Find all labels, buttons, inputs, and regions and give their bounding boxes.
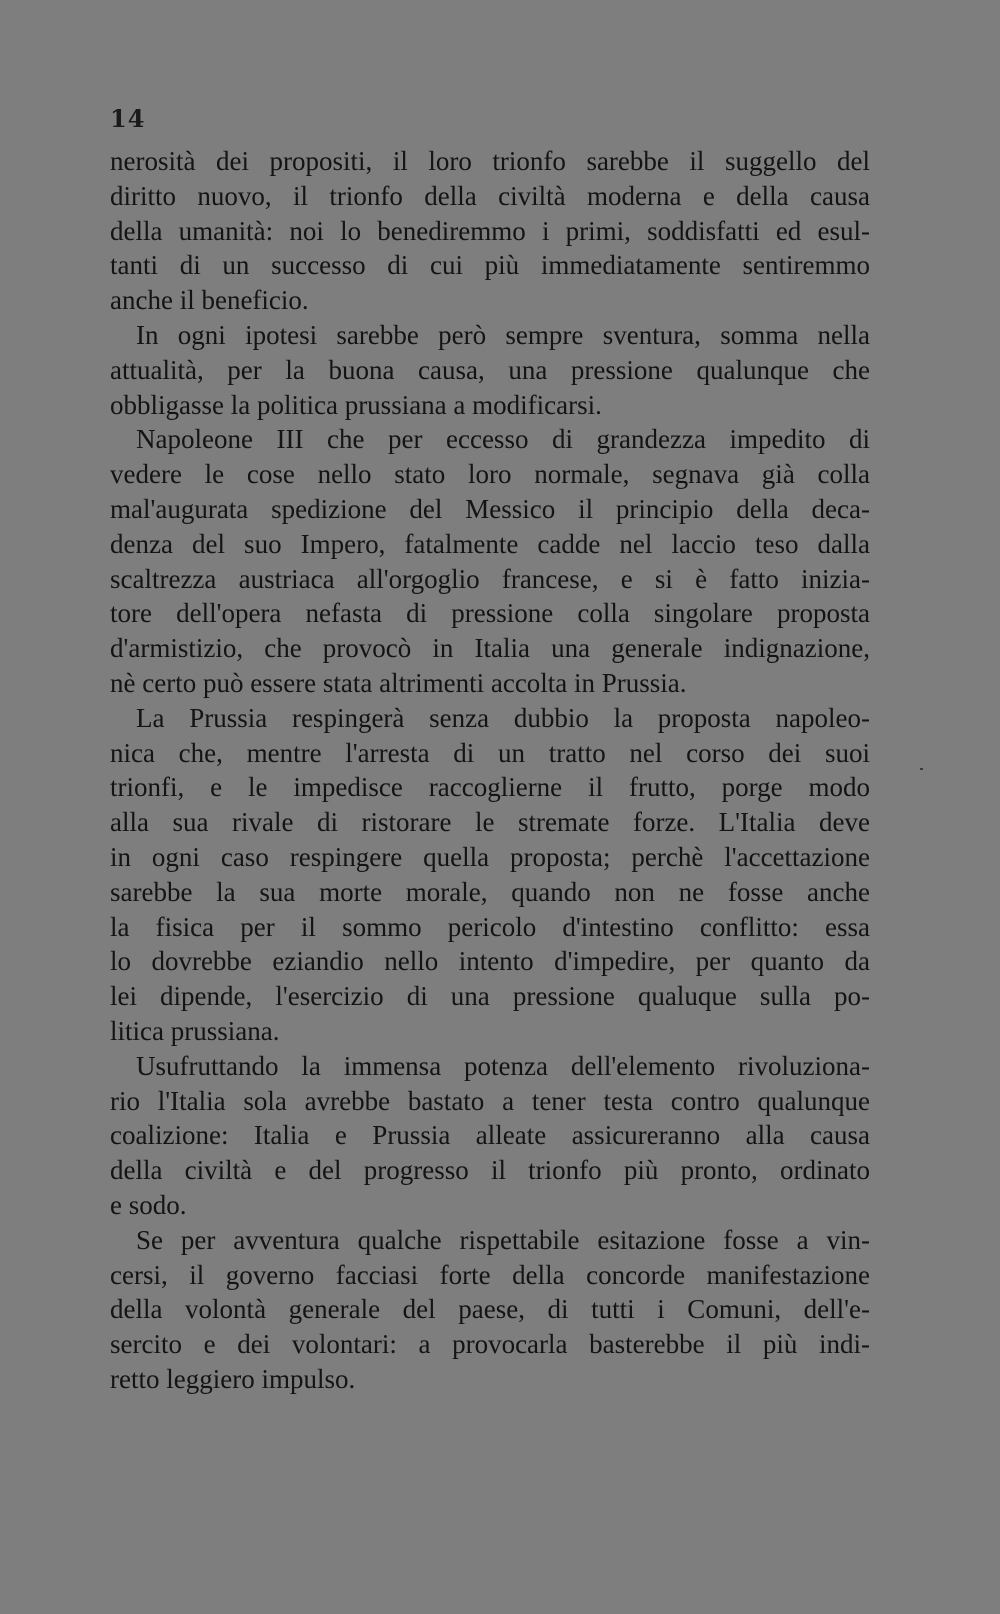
text-line: coalizione: Italia e Prussia alleate assicureranno alla causa — [110, 1120, 870, 1151]
text-line: nè certo può essere stata altrimenti accolta in Prussia. — [110, 667, 687, 698]
text-line: lo dovrebbe eziandio nello intento d'impedire, per quanto da — [110, 946, 870, 977]
text-line: tore dell'opera nefasta di pressione colla singolare proposta — [110, 598, 870, 629]
text-line: nica che, mentre l'arresta di un tratto nel corso dei suoi — [110, 737, 870, 768]
text-line: della civiltà e del progresso il trionfo più pronto, ordinato — [110, 1155, 870, 1186]
text-line: nerosità dei propositi, il loro trionfo sarebbe il suggello del — [110, 146, 870, 176]
text-line: vedere le cose nello stato loro normale, segnava già colla — [110, 459, 870, 490]
text-line: la fisica per il sommo pericolo d'intestino conflitto: essa — [110, 911, 870, 942]
text-line: della umanità: noi lo benediremmo i primi, soddisfatti ed esul- — [110, 215, 870, 246]
text-line: alla sua rivale di ristorare le stremate forze. L'Italia deve — [110, 807, 870, 838]
text-line: anche il beneficio. — [110, 285, 309, 316]
text-line: denza del suo Impero, fatalmente cadde nel laccio teso dalla — [110, 528, 870, 559]
text-line: Napoleone III che per eccesso di grandezza impedito di — [136, 424, 870, 455]
text-line: lei dipende, l'esercizio di una pressione qualuque sulla po- — [110, 981, 870, 1012]
text-line: La Prussia respingerà senza dubbio la proposta napoleo- — [136, 702, 870, 733]
text-line: e sodo. — [110, 1189, 187, 1220]
text-line: rio l'Italia sola avrebbe bastato a tener testa contro qualunque — [110, 1085, 870, 1116]
text-line: trionfi, e le impedisce raccoglierne il frutto, porge modo — [110, 772, 870, 803]
text-line: Usufruttando la immensa potenza dell'elemento rivoluziona- — [136, 1050, 870, 1081]
text-line: tanti di un successo di cui più immediatamente sentiremmo — [110, 250, 870, 281]
text-line: In ogni ipotesi sarebbe però sempre sventura, somma nella — [136, 319, 870, 350]
text-line: in ogni caso respingere quella proposta; perchè l'accettazione — [110, 841, 870, 872]
text-line: diritto nuovo, il trionfo della civiltà moderna e della causa — [110, 180, 870, 211]
text-line: d'armistizio, che provocò in Italia una generale indignazione, — [110, 633, 870, 664]
text-line: retto leggiero impulso. — [110, 1363, 356, 1394]
text-line: litica prussiana. — [110, 1015, 280, 1046]
margin-mark — [920, 768, 923, 770]
text-line: cersi, il governo facciasi forte della concorde manifestazione — [110, 1259, 870, 1290]
text-line: obbligasse la politica prussiana a modificarsi. — [110, 389, 602, 420]
text-line: attualità, per la buona causa, una pressione qualunque che — [110, 354, 870, 385]
text-line: sarebbe la sua morte morale, quando non ne fosse anche — [110, 876, 870, 907]
text-line: della volontà generale del paese, di tutti i Comuni, dell'e- — [110, 1294, 870, 1325]
text-line: sercito e dei volontari: a provocarla basterebbe il più indi- — [110, 1329, 870, 1360]
body-text — [110, 144, 870, 1397]
page-number: 14 — [110, 104, 146, 133]
text-line: Se per avventura qualche rispettabile esitazione fosse a vin- — [136, 1224, 870, 1255]
text-line: scaltrezza austriaca all'orgoglio francese, e si è fatto inizia- — [110, 563, 870, 594]
text-line: mal'augurata spedizione del Messico il principio della deca- — [110, 493, 870, 524]
